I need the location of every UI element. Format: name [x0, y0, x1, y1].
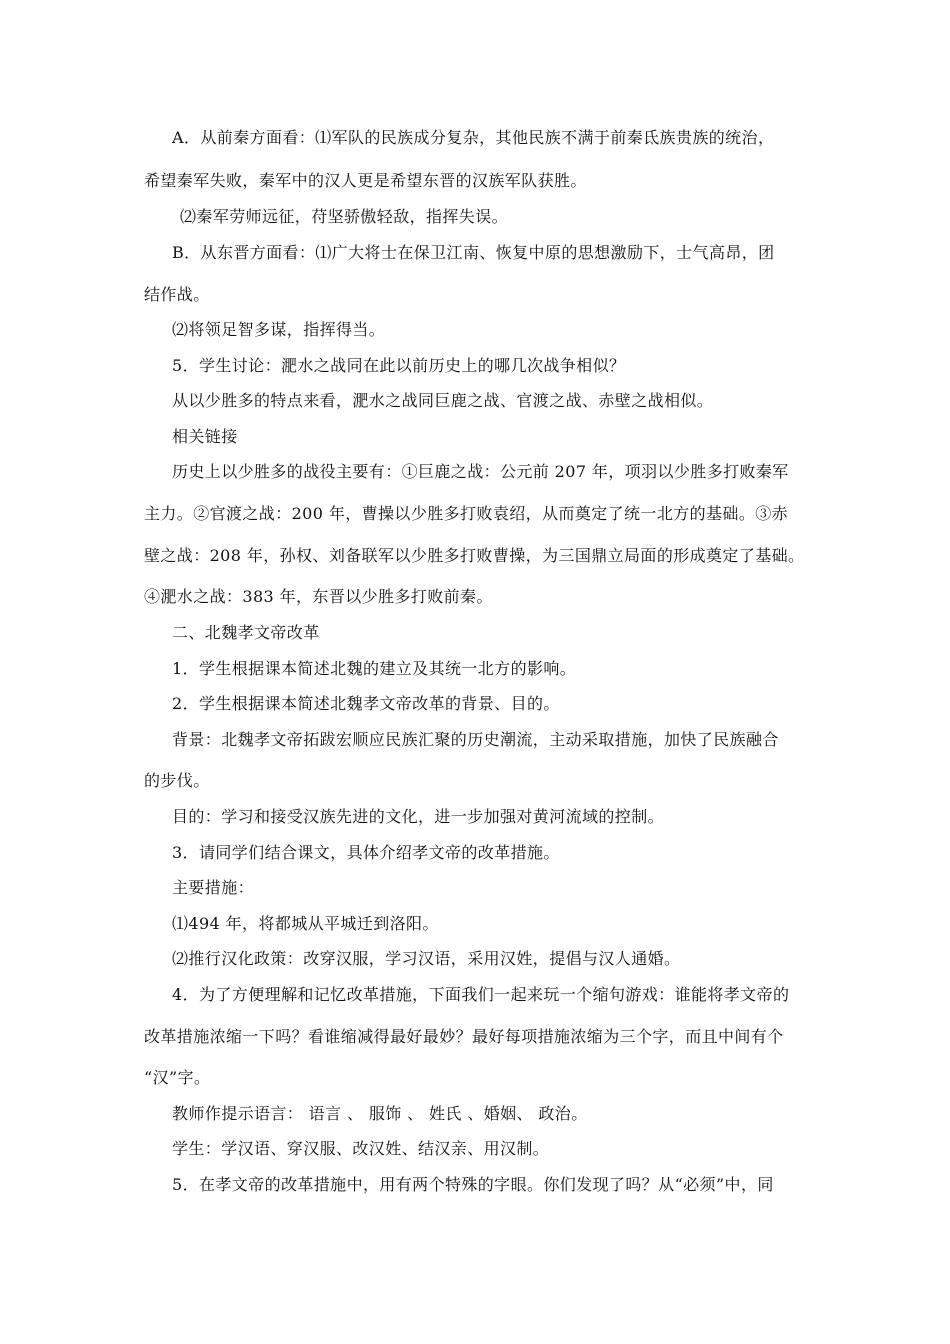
paragraph-line: 3．请同学们结合课文，具体介绍孝文帝的改革措施。 [172, 843, 560, 862]
paragraph-line: 5．在孝文帝的改革措施中，用有两个特殊的字眼。你们发现了吗？从“必须”中，同 [172, 1175, 774, 1194]
paragraph-line: ⑴494 年，将都城从平城迁到洛阳。 [172, 914, 439, 933]
paragraph-line: 背景：北魏孝文帝拓跋宏顺应民族汇聚的历史潮流，主动采取措施，加快了民族融合 [172, 730, 779, 749]
paragraph-line: 历史上以少胜多的战役主要有：①巨鹿之战：公元前 207 年，项羽以少胜多打败秦军 [172, 462, 789, 481]
paragraph-line: 从以少胜多的特点来看，淝水之战同巨鹿之战、官渡之战、赤壁之战相似。 [172, 391, 714, 410]
paragraph-line: “汉”字。 [144, 1068, 211, 1087]
paragraph-line: 1．学生根据课本简述北魏的建立及其统一北方的影响。 [172, 659, 577, 678]
section-heading: 二、北魏孝文帝改革 [172, 623, 320, 642]
section-heading: 相关链接 [172, 427, 238, 446]
paragraph-line: 目的：学习和接受汉族先进的文化，进一步加强对黄河流域的控制。 [172, 807, 665, 826]
paragraph-line: 希望秦军失败，秦军中的汉人更是希望东晋的汉族军队获胜。 [144, 171, 587, 190]
paragraph-line: 教师作提示语言： 语言 、 服饰 、 姓氏 、婚姻、 政治。 [172, 1104, 588, 1123]
paragraph-line: 4．为了方便理解和记忆改革措施，下面我们一起来玩一个缩句游戏：谁能将孝文帝的 [172, 985, 790, 1004]
paragraph-line: 学生：学汉语、穿汉服、改汉姓、结汉亲、用汉制。 [172, 1139, 550, 1158]
paragraph-line: B．从东晋方面看：⑴广大将士在保卫江南、恢复中原的思想激励下，士气高昂，团 [172, 243, 775, 262]
paragraph-line: 主力。②官渡之战：200 年，曹操以少胜多打败袁绍，从而奠定了统一北方的基础。③赤 [144, 504, 789, 523]
paragraph-line: 结作战。 [144, 285, 210, 304]
paragraph-line: 5．学生讨论：淝水之战同在此以前历史上的哪几次战争相似？ [172, 356, 626, 375]
paragraph-line: 2．学生根据课本简述北魏孝文帝改革的背景、目的。 [172, 694, 560, 713]
paragraph-line: 改革措施浓缩一下吗？看谁缩减得最好最妙？最好每项措施浓缩为三个字，而且中间有个 [144, 1027, 784, 1046]
paragraph-line: ⑵将领足智多谋，指挥得当。 [172, 320, 386, 339]
paragraph-line: 的步伐。 [144, 771, 210, 790]
paragraph-line: ⑵秦军劳师远征，苻坚骄傲轻敌，指挥失误。 [180, 207, 509, 226]
paragraph-line: 壁之战：208 年，孙权、刘备联军以少胜多打败曹操，为三国鼎立局面的形成奠定了基础。 [144, 546, 805, 565]
paragraph-line: A．从前秦方面看：⑴军队的民族成分复杂，其他民族不满于前秦氐族贵族的统治， [172, 128, 775, 147]
paragraph-line: ④淝水之战：383 年，东晋以少胜多打败前秦。 [144, 587, 493, 606]
paragraph-line: 主要措施： [172, 878, 255, 897]
paragraph-line: ⑵推行汉化政策：改穿汉服，学习汉语，采用汉姓，提倡与汉人通婚。 [172, 949, 681, 968]
